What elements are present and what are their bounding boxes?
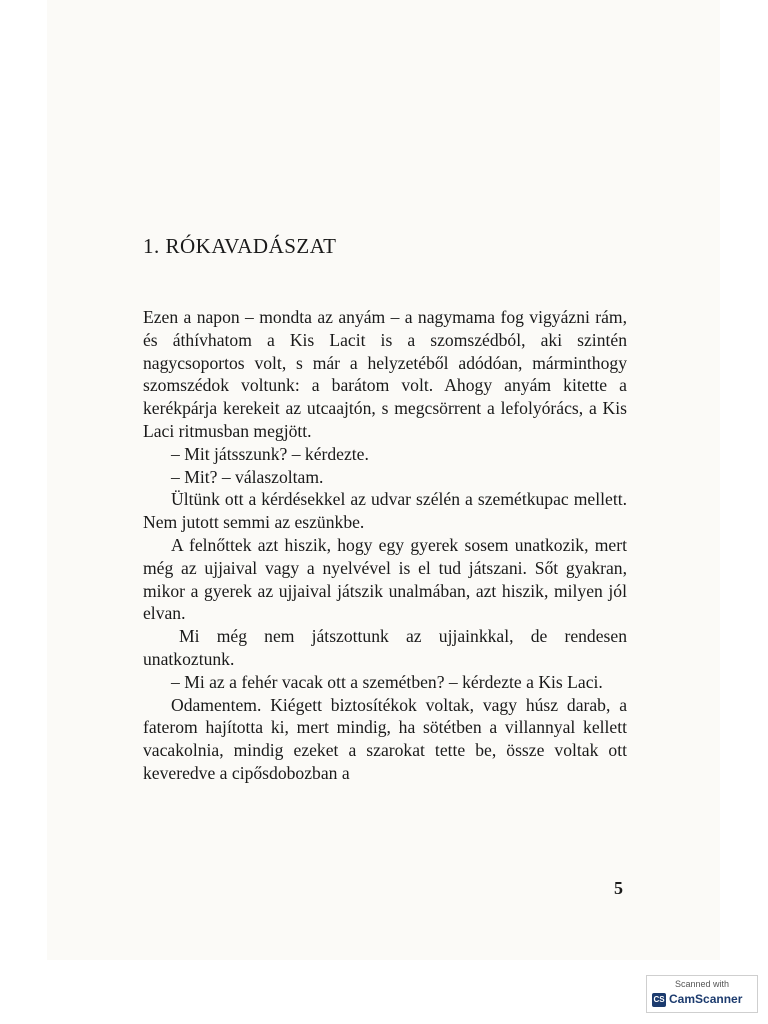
- paragraph: Ezen a napon – mondta az anyám – a nagymama fog vigyázni rám, és áthívhatom a Kis Lacit is a szomszédból, aki szintén nagycsoportos volt, s már a helyzetéből adódóan, márminthogy szomszédok voltunk: a barátom volt. Ahogy anyám kitette a kerékpárja kerekeit az utcaajtón, s megcsörrent a lefolyórács, a Kis Laci ritmusban megjött.: [143, 307, 627, 441]
- paragraph: Ültünk ott a kérdésekkel az udvar szélén a szemétkupac mellett. Nem jutott semmi az eszünkbe.: [143, 489, 627, 533]
- chapter-body: [143, 306, 627, 785]
- camscanner-watermark: [646, 975, 758, 1013]
- page-number: 5: [614, 878, 623, 898]
- paragraph: Mi még nem játszottunk az ujjainkkal, de rendesen unatkoztunk.: [143, 626, 627, 669]
- paragraph: Odamentem. Kiégett biztosítékok voltak, vagy húsz darab, a faterom hajította ki, mert mindig, ha sötétben a villannyal kellett vacakolnia, mindig ezeket a szarokat tette be, össze voltak ott keveredve a cipősdobozban a: [143, 694, 627, 783]
- paragraph: A felnőttek azt hiszik, hogy egy gyerek sosem unatkozik, mert még az ujjaival vagy a nyelvével is el tud játszani. Sőt gyakran, mikor a gyerek az ujjaival játszik unalmában, azt hiszik, milyen jól elvan.: [143, 534, 627, 624]
- watermark-brand: CamScanner: [669, 992, 743, 1006]
- paragraph: – Mit? – válaszoltam.: [171, 466, 324, 487]
- paragraph: – Mi az a fehér vacak ott a szemétben? – kérdezte a Kis Laci.: [171, 671, 603, 692]
- chapter-title: 1. RÓKAVADÁSZAT: [143, 234, 337, 258]
- camscanner-logo-icon: CS: [652, 993, 666, 1007]
- watermark-caption: Scanned with: [674, 979, 730, 989]
- paragraph: – Mit játsszunk? – kérdezte.: [171, 443, 369, 464]
